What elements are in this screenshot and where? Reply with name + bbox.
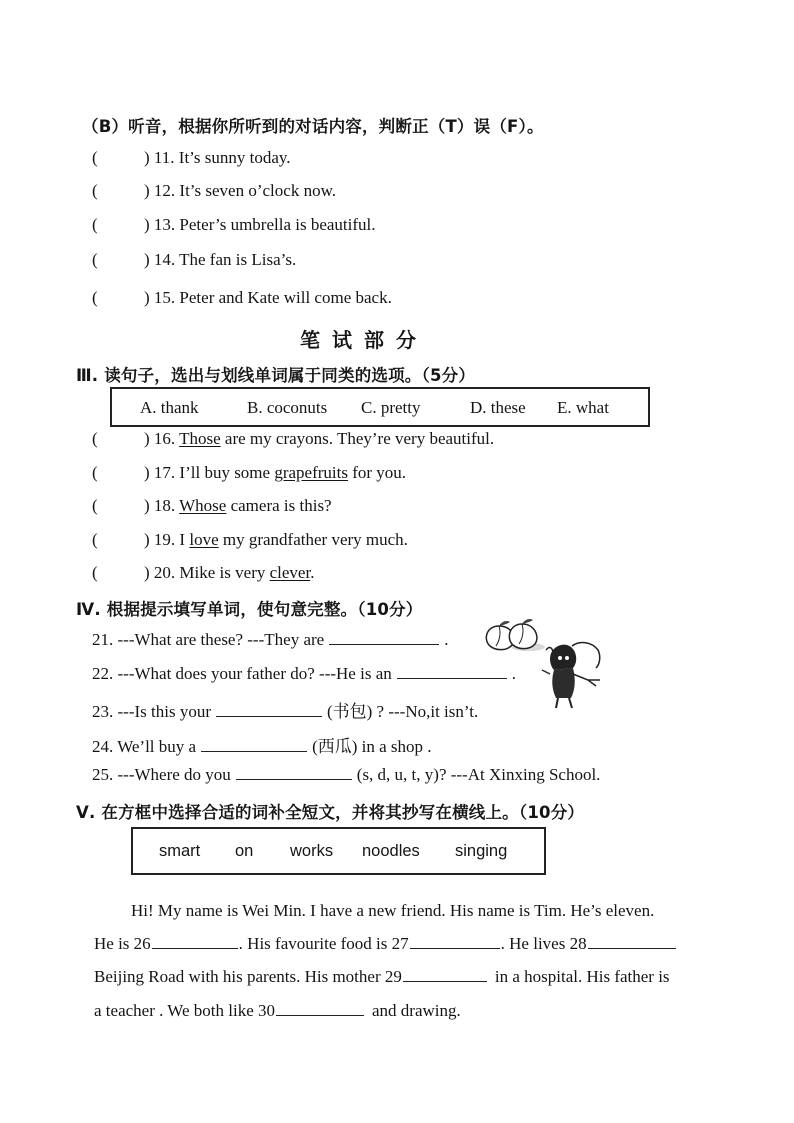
answer-blank[interactable] (236, 765, 352, 780)
question-19: ( ) 19. I love my grandfather very much. (92, 530, 408, 549)
question-25: 25. ---Where do you (s, d, u, t, y)? ---At Xinxing School. (92, 765, 601, 784)
answer-blank[interactable] (216, 702, 322, 717)
peach-leaf (522, 619, 533, 624)
word-bank-word: singing (455, 842, 508, 860)
peaches-picture (480, 618, 546, 654)
underlined-word: grapefruits (274, 463, 348, 482)
answer-blank-30[interactable] (276, 1001, 364, 1016)
question-23: 23. ---Is this your (书包) ? ---No,it isn’t. (92, 702, 479, 721)
word-bank-word: smart (159, 842, 201, 860)
question-text: 13. Peter’s umbrella is beautiful. (153, 215, 376, 234)
word-bank-word: on (235, 842, 254, 860)
option-d: D. these (470, 398, 526, 417)
question-18: ( ) 18. Whose camera is this? (92, 496, 332, 515)
figure-body (552, 668, 574, 698)
option-a: A. thank (140, 398, 199, 417)
passage-line-4: a teacher . We both like 30 and drawing. (94, 1001, 461, 1020)
question-15: ( ) 15. Peter and Kate will come back. (92, 288, 392, 307)
peach-leaf (499, 621, 510, 626)
option-e: E. what (557, 398, 609, 417)
question-21: 21. ---What are these? ---They are . (92, 630, 449, 649)
question-text: 15. Peter and Kate will come back. (153, 288, 392, 307)
answer-blank-26[interactable] (152, 934, 238, 949)
question-14: ( ) 14. The fan is Lisa’s. (92, 250, 297, 269)
question-11: ( ) 11. It’s sunny today. (92, 148, 291, 167)
option-b: B. coconuts (247, 398, 328, 417)
question-text: 11. It’s sunny today. (153, 148, 291, 167)
written-part-title: 笔试部分 (300, 328, 428, 352)
option-c: C. pretty (361, 398, 421, 417)
answer-blank[interactable] (201, 737, 307, 752)
question-13: ( ) 13. Peter’s umbrella is beautiful. (92, 215, 376, 234)
section-b-heading: （B）听音，根据你所听到的对话内容，判断正（T）误（F）。 (82, 117, 544, 136)
answer-blank-27[interactable] (410, 934, 500, 949)
section-5-heading: Ⅴ. 在方框中选择合适的词补全短文，并将其抄写在横线上。（10分） (76, 803, 585, 822)
question-text: 14. The fan is Lisa’s. (153, 250, 297, 269)
underlined-word: love (189, 530, 219, 549)
figure-head (550, 645, 576, 670)
section-4-heading: Ⅳ. 根据提示填写单词，使句意完整。（10分） (76, 600, 423, 619)
section-3-heading: Ⅲ. 读句子，选出与划线单词属于同类的选项。（5分） (76, 366, 476, 385)
word-bank-word: noodles (362, 842, 420, 860)
question-20: ( ) 20. Mike is very clever. (92, 563, 315, 582)
underlined-word: Whose (179, 496, 227, 515)
passage-line-1: Hi! My name is Wei Min. I have a new friend. His name is Tim. He’s eleven. (131, 901, 655, 920)
cartoon-figure-picture (540, 640, 606, 712)
word-bank-word: works (290, 842, 334, 860)
underlined-word: Those (179, 429, 221, 448)
question-24: 24. We’ll buy a (西瓜) in a shop . (92, 737, 432, 756)
question-12: ( ) 12. It’s seven o’clock now. (92, 181, 336, 200)
answer-blank[interactable] (329, 630, 439, 645)
answer-blank[interactable] (397, 664, 507, 679)
question-16: ( ) 16. Those are my crayons. They’re very beautiful. (92, 429, 495, 448)
question-text: 12. It’s seven o’clock now. (153, 181, 336, 200)
answer-blank-29[interactable] (403, 967, 487, 982)
passage-line-3: Beijing Road with his parents. His mother 29 in a hospital. His father is (94, 967, 670, 986)
passage-line-2: He is 26 . His favourite food is 27 . He lives 28 (94, 934, 677, 954)
answer-blank-28[interactable] (588, 934, 676, 949)
question-22: 22. ---What does your father do? ---He is an . (92, 664, 516, 683)
underlined-word: clever (269, 563, 311, 582)
question-17: ( ) 17. I’ll buy some grapefruits for you. (92, 463, 407, 482)
